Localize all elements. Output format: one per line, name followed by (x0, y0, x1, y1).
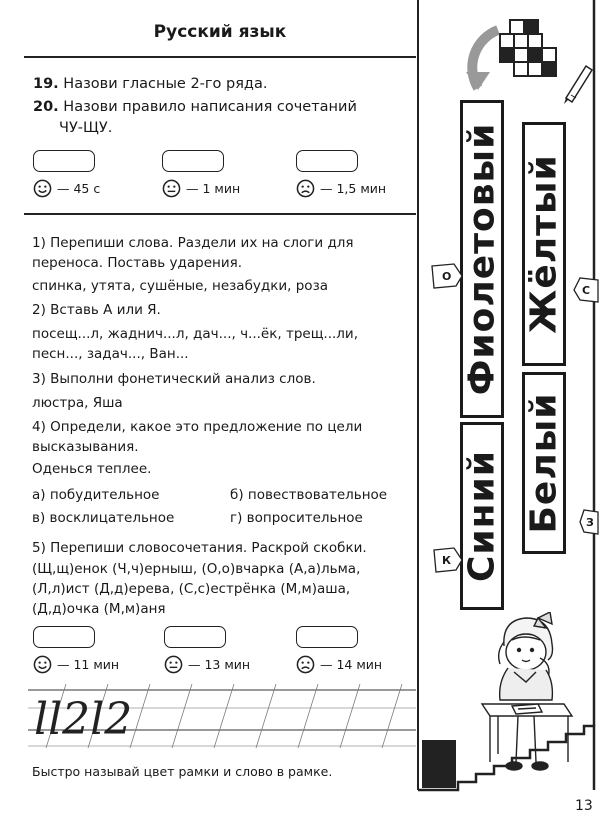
task-20 (33, 97, 357, 118)
exercise-3-title: 3) Выполни фонетический анализ слов. (32, 371, 316, 387)
exercise-2-title: 2) Вставь А или Я. (32, 302, 161, 318)
pencil-letter-z: З (586, 516, 594, 529)
timer-neutral-bottom (164, 626, 250, 674)
color-word-fioletoviy: Фиолетовый (461, 122, 503, 396)
word-frame-zheltiy (522, 122, 566, 366)
exercise-1-line-2: переноса. Поставь ударения. (32, 255, 243, 271)
timer-sad-bottom (296, 626, 382, 674)
task-20-text: Назови правило написания сочетаний (63, 99, 357, 115)
exercise-2-line-1: посещ...л, жаднич...л, дач..., ч...ёк, трещ...ли, (32, 326, 358, 342)
task-19-text: Назови гласные 2-го ряда. (63, 76, 268, 92)
color-word-beliy: Белый (523, 392, 565, 534)
page-title: Русский язык (153, 22, 287, 42)
word-frame-beliy (522, 372, 566, 554)
timer-sad-top (296, 150, 386, 198)
pencil-letter-o: О (442, 270, 452, 283)
timer-label: — 14 мин (320, 657, 383, 672)
timer-label: — 1 мин (186, 181, 241, 196)
pencil-icon (560, 62, 596, 104)
task-19 (33, 74, 267, 95)
timer-box[interactable] (296, 150, 358, 172)
timer-label: — 1,5 мин (320, 181, 387, 196)
exercise-5-title: 5) Перепиши словосочетания. Раскрой скобки. (32, 540, 367, 556)
bottom-instruction: Быстро называй цвет рамки и слово в рамке. (32, 764, 333, 779)
handwriting-sample: ll2l2 (34, 694, 133, 745)
timer-label: — 11 мин (57, 657, 120, 672)
neutral-face-icon (162, 179, 181, 198)
exercise-4-line-1: 4) Определи, какое это предложение по цели (32, 419, 363, 435)
timer-box[interactable] (164, 626, 226, 648)
sad-face-icon (296, 179, 315, 198)
timer-neutral-top (162, 150, 240, 198)
timer-happy-bottom (33, 626, 119, 674)
exercise-5-line-1: (Щ,щ)енок (Ч,ч)ерныш, (О,о)вчарка (А,а)льма, (32, 561, 361, 577)
exercise-2-line-2: песн..., задач..., Ван... (32, 346, 189, 362)
pencil-letter-k: К (442, 554, 451, 567)
exercise-4-line-2: высказывания. (32, 439, 139, 455)
color-word-zheltiy: Жёлтый (523, 154, 565, 334)
word-frame-siniy (460, 422, 504, 610)
exercise-5-line-2: (Л,л)ист (Д,д)ерева, (С,с)естрёнка (М,м)аша, (32, 581, 351, 597)
cube-puzzle-icon (460, 10, 560, 100)
option-b[interactable]: б) повествовательное (230, 487, 388, 503)
exercise-1-words: спинка, утята, сушёные, незабудки, роза (32, 278, 329, 294)
timer-label: — 13 мин (188, 657, 251, 672)
exercise-3-words: люстра, Яша (32, 395, 123, 411)
task-19-number: 19. (33, 76, 59, 92)
handwriting-practice-lines (28, 682, 416, 752)
color-word-siniy: Синий (461, 450, 503, 582)
task-20-cont (59, 118, 112, 139)
word-frame-fioletoviy (460, 100, 504, 418)
timer-box[interactable] (296, 626, 358, 648)
neutral-face-icon (164, 655, 183, 674)
sad-face-icon (296, 655, 315, 674)
option-a[interactable]: а) побудительное (32, 487, 160, 503)
timer-box[interactable] (162, 150, 224, 172)
timer-label: — 45 с (57, 181, 101, 196)
timer-box[interactable] (33, 150, 95, 172)
option-c[interactable]: в) восклицательное (32, 510, 175, 526)
timer-box[interactable] (33, 626, 95, 648)
happy-face-icon (33, 179, 52, 198)
girl-at-desk-illustration (468, 612, 578, 782)
timer-happy-top (33, 150, 100, 198)
option-d[interactable]: г) вопросительное (230, 510, 363, 526)
pencil-letter-s: С (582, 284, 591, 297)
task-20-number: 20. (33, 99, 59, 115)
exercise-4-sentence: Оденься теплее. (32, 461, 152, 477)
exercise-5-block (32, 538, 410, 619)
page-number: 13 (575, 798, 593, 814)
happy-face-icon (33, 655, 52, 674)
exercises-block (32, 233, 410, 479)
exercise-5-line-3: (Д,д)очка (М,м)аня (32, 601, 166, 617)
task-20-cont-text: ЧУ-ЩУ. (59, 120, 113, 136)
exercise-1-line-1: 1) Перепиши слова. Раздели их на слоги для (32, 235, 354, 251)
